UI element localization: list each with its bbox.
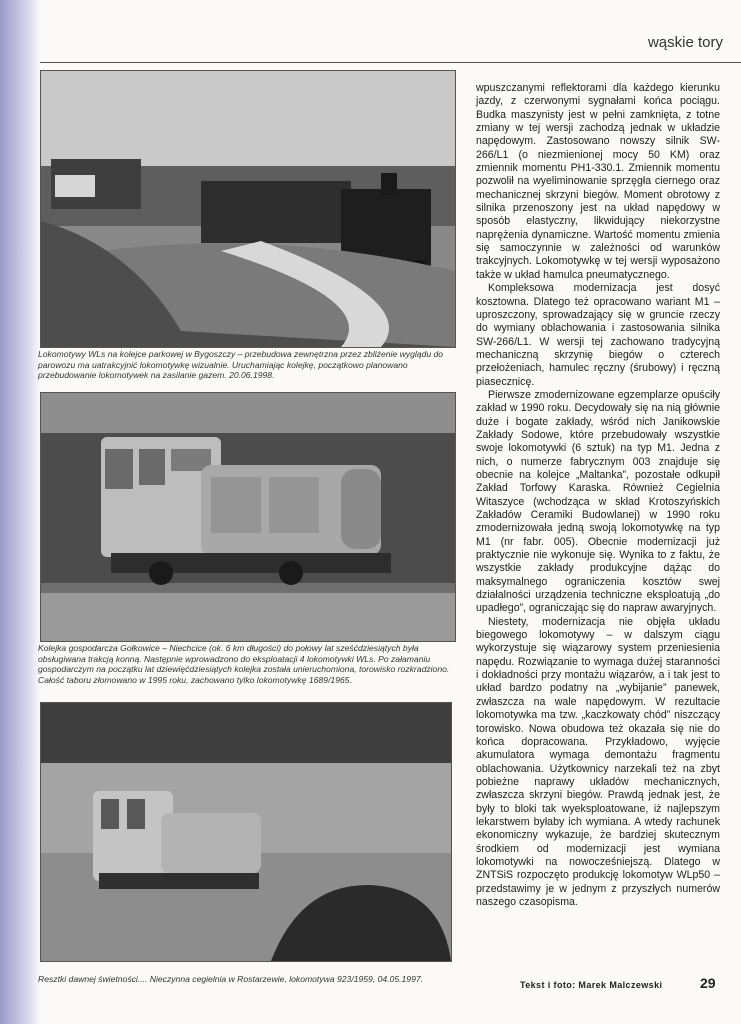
binding-shadow: [0, 0, 40, 1024]
photo-caption: Kolejka gospodarcza Gołkowice – Niechcice (ok. 6 km długości) do połowy lat sześćdziesiątych była obsługiwana trakcją konną. Następnie wprowadzono do eksploatacji 4 lokomotywki WLs. Po załamaniu gospodarczym na początku lat dziewięćdziesiątych kolejka została unieruchomiona, torowisko rozkradziono. Całość taboru złomowano w 1995 roku, zachowano tylko lokomotywkę 1689/1965.: [38, 643, 450, 685]
photo-park-railway: [40, 70, 456, 348]
photo-caption: Resztki dawnej świetności.... Nieczynna cegielnia w Rostarzewie, lokomotywa 923/1959, 04.05.1997.: [38, 974, 424, 984]
section-title: wąskie tory: [647, 34, 723, 51]
photo-golkowice-locomotive: [40, 392, 456, 642]
article-paragraph: wpuszczanymi reflektorami dla każdego kierunku jazdy, z czerwonymi sygnałami końca pociągu. Budka maszynisty jest w pełni zamknięta, z totne zmiany w tej wersji zachodzą jednak w układzie napędowym. Zastosowano nowszy silnik SW-266/L1 (o niezmienionej mocy 50 KM) oraz zmiennik momentu PH1-330.1. Zmiennik momentu pozwolił na wyeliminowanie sprzęgła ciernego oraz mechanicznej skrzyni biegów. Moment obrotowy z silnika przenoszony jest na układ napędowy w sposób elastyczny, likwidujący niekorzystne naprężenia dynamiczne. Wartość momentu zmienia się samoczynnie w zależności od warunków trakcyjnych. Lokomotywkę w tej wersji wyposażono także w układ hamulca pneumatycznego.: [476, 82, 720, 281]
article-body: [476, 82, 720, 909]
header-rule: [40, 62, 741, 63]
author-credit: Tekst i foto: Marek Malczewski: [520, 980, 663, 990]
article-paragraph: Pierwsze zmodernizowane egzemplarze opuściły zakład w 1990 roku. Decydowały się na nią głównie duże i bogate zakłady, wśród nich Janikowskie Zakłady Sodowe, które przebudowały wszystkie swoje lokomotywki (6 sztuk) na typ M1. Jedna z nich, o numerze fabrycznym 003 znajduje się obecnie na kolejce „Maltanka”, pozostałe odkupił Zakład Torfowy Karaska. Również Cegielnia Witaszyce (wchodząca w skład Krotoszyńskich Zakładów Ceramiki Budowlanej) w 1990 roku zmodernizowała jedną swoją lokomotywkę na typ M1 (nr fabr. 005). Obecnie modernizacji już praktycznie nie wykonuje się. Wynika to z faktu, że wszystkie zakłady produkcyjne dążąc do maksymalnego ograniczenia kosztów swej działalności urządzenia techniczne eksploatują „do upadłego”, ograniczając się do napraw awaryjnych.: [476, 388, 720, 615]
article-paragraph: Niestety, modernizacja nie objęła układu biegowego lokomotywy – w dalszym ciągu wykorzystuje się wiązarowy system przeniesienia napędu. Rozwiązanie to wymaga dużej staranności i dokładności przy montażu wiązarów, a i tak jest to układ bardzo podatny na „wybijanie” panewek, zwłaszcza na wale napędowym. W rezultacie lokomotywka ma tzw. „kaczkowaty chód” niszczący torowisko. Nowa obudowa też okazała się nie do końca dopracowana. Przykładowo, wyjęcie akumulatora wymaga demontażu fragmentu oblachowania. Użytkownicy narzekali też na zbyt pobieżne naprawy układów mechanicznych, zwłaszcza skrzyni biegów. Prawdą jednak jest, że były to bloki tak wyeksploatowane, iż najlepszym lekarstwem byłaby ich wymiana. A wtedy rachunek ekonomiczny wykazuje, że bardziej skutecznym środkiem od modernizacji jest wymiana lokomotywki na nowocześniejszą. Dlatego w ZNTSiS rozpoczęto produkcję lokomotyw WLp50 – przedstawimy je w jednym z przyszłych numerów naszego czasopisma.: [476, 615, 720, 908]
page-number: 29: [700, 975, 716, 991]
photo-caption: Lokomotywy WLs na kolejce parkowej w Bygoszczy – przebudowa zewnętrzna przez zbliżenie wyglądu do parowozu ma uatrakcyjnić lokomotywkę wizualnie. Uruchamiając kolejkę, początkowo planowano przebudowanie lokomotywek na zasilanie gazem. 20.06.1998.: [38, 349, 444, 381]
article-paragraph: Kompleksowa modernizacja jest dosyć kosztowna. Dlatego też opracowano wariant M1 – uproszczony, sprowadzający się w gruncie rzeczy do wymiany oblachowania i zastosowania silnika SW-266/L1. W wersji tej zachowano tradycyjną mechaniczną skrzynię biegów o czterech przełożeniach, hamulec ręczny (śrubowy) i ręczną piasecznicę.: [476, 282, 720, 388]
photo-rostarzewo-brickworks: [40, 702, 452, 962]
